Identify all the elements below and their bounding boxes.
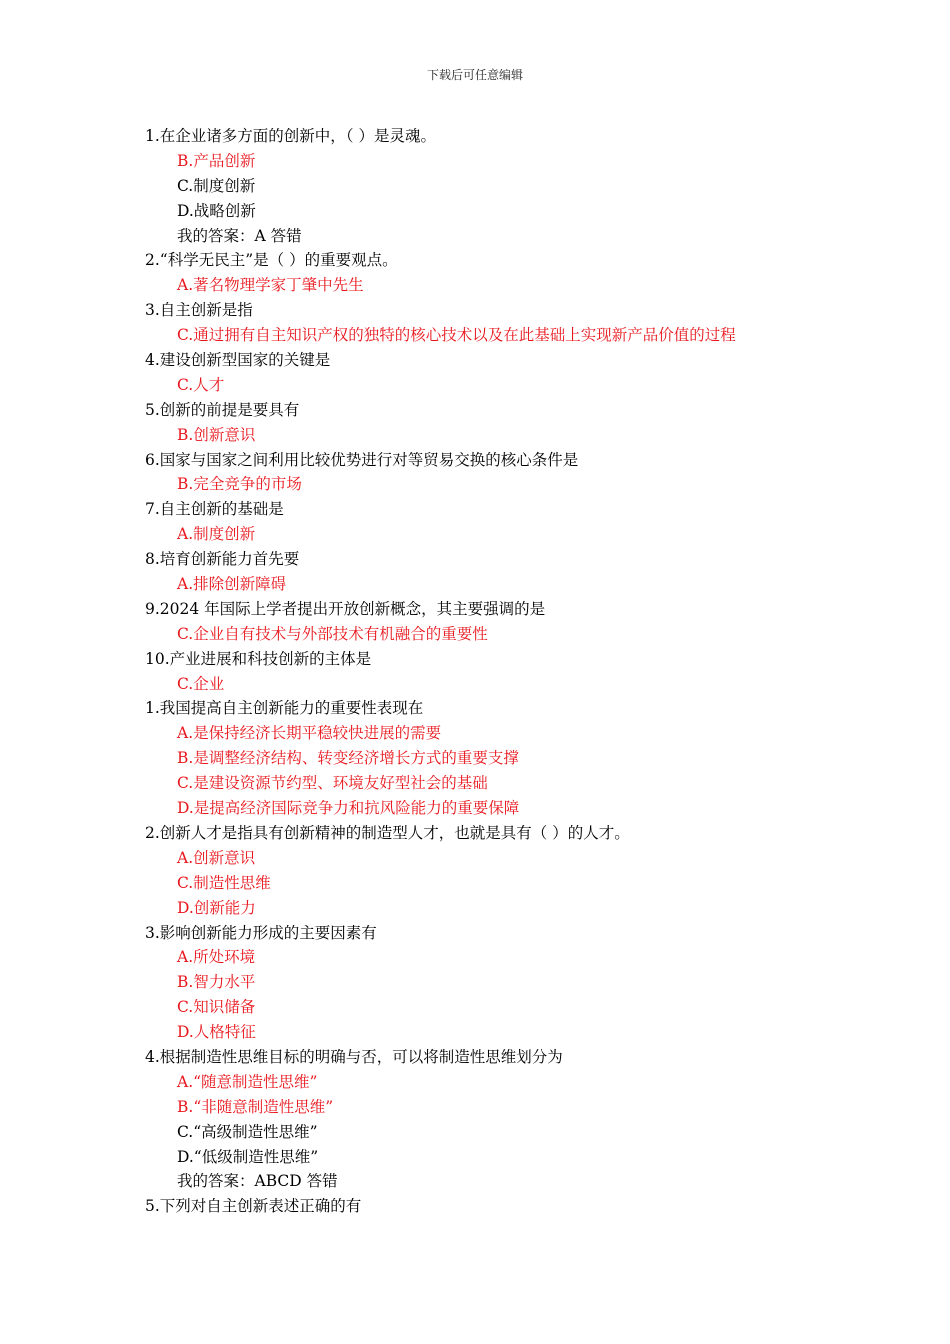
question-text: 4.根据制造性思维目标的明确与否，可以将制造性思维划分为 bbox=[145, 1047, 563, 1066]
answer-option: A.创新意识 bbox=[177, 848, 256, 867]
question-text: 4.建设创新型国家的关键是 bbox=[145, 351, 331, 370]
my-answer: 我的答案：ABCD 答错 bbox=[177, 1172, 338, 1191]
answer-option: A.“随意制造性思维” bbox=[177, 1072, 318, 1091]
answer-option: C.制造性思维 bbox=[177, 873, 271, 892]
answer-option: D.人格特征 bbox=[177, 1023, 256, 1042]
question-text: 8.培育创新能力首先要 bbox=[145, 550, 300, 569]
answer-option: A.著名物理学家丁肇中先生 bbox=[177, 276, 364, 295]
question-text: 3.影响创新能力形成的主要因素有 bbox=[145, 923, 377, 942]
page-header: 下载后可任意编辑 bbox=[426, 68, 523, 82]
question-text: 2.“科学无民主”是（ ）的重要观点。 bbox=[145, 251, 398, 270]
question-text: 6.国家与国家之间利用比较优势进行对等贸易交换的核心条件是 bbox=[145, 450, 579, 469]
answer-option: A.所处环境 bbox=[177, 948, 256, 967]
answer-option: A.是保持经济长期平稳较快进展的需要 bbox=[177, 724, 442, 743]
document-body bbox=[145, 124, 845, 1219]
answer-option: B.“非随意制造性思维” bbox=[177, 1097, 334, 1116]
answer-option: C.人才 bbox=[177, 375, 225, 394]
question-text: 2.创新人才是指具有创新精神的制造型人才，也就是具有（ ）的人才。 bbox=[145, 823, 630, 842]
answer-option: B.是调整经济结构、转变经济增长方式的重要支撑 bbox=[177, 749, 519, 768]
question-text: 1.在企业诸多方面的创新中，（ ）是灵魂。 bbox=[145, 127, 436, 145]
answer-option: D.“低级制造性思维” bbox=[177, 1147, 319, 1166]
answer-option: B.智力水平 bbox=[177, 973, 256, 992]
answer-option: A.排除创新障碍 bbox=[177, 575, 287, 594]
question-text: 7.自主创新的基础是 bbox=[145, 500, 284, 519]
answer-option: D.战略创新 bbox=[177, 201, 256, 220]
answer-option: C.“高级制造性思维” bbox=[177, 1122, 318, 1141]
answer-option: D.是提高经济国际竞争力和抗风险能力的重要保障 bbox=[177, 799, 520, 818]
question-text: 1.我国提高自主创新能力的重要性表现在 bbox=[145, 699, 424, 718]
answer-option: C.是建设资源节约型、环境友好型社会的基础 bbox=[177, 774, 488, 793]
my-answer: 我的答案：A 答错 bbox=[177, 226, 302, 245]
answer-option: A.制度创新 bbox=[177, 525, 256, 544]
answer-option: C.制度创新 bbox=[177, 176, 256, 195]
answer-option: B.产品创新 bbox=[177, 151, 256, 170]
question-text: 3.自主创新是指 bbox=[145, 301, 253, 320]
answer-option: C.知识储备 bbox=[177, 998, 256, 1017]
answer-option: D.创新能力 bbox=[177, 898, 256, 917]
answer-option: B.完全竞争的市场 bbox=[177, 475, 302, 494]
question-text: 5.创新的前提是要具有 bbox=[145, 400, 300, 419]
answer-option: C.企业自有技术与外部技术有机融合的重要性 bbox=[177, 624, 488, 643]
question-text: 5.下列对自主创新表述正确的有 bbox=[145, 1197, 362, 1216]
answer-option: B.创新意识 bbox=[177, 425, 256, 444]
answer-option: C.企业 bbox=[177, 674, 225, 693]
answer-option: C.通过拥有自主知识产权的独特的核心技术以及在此基础上实现新产品价值的过程 bbox=[177, 326, 736, 345]
question-text: 9.2024 年国际上学者提出开放创新概念，其主要强调的是 bbox=[145, 599, 546, 618]
question-text: 10.产业进展和科技创新的主体是 bbox=[145, 649, 372, 668]
